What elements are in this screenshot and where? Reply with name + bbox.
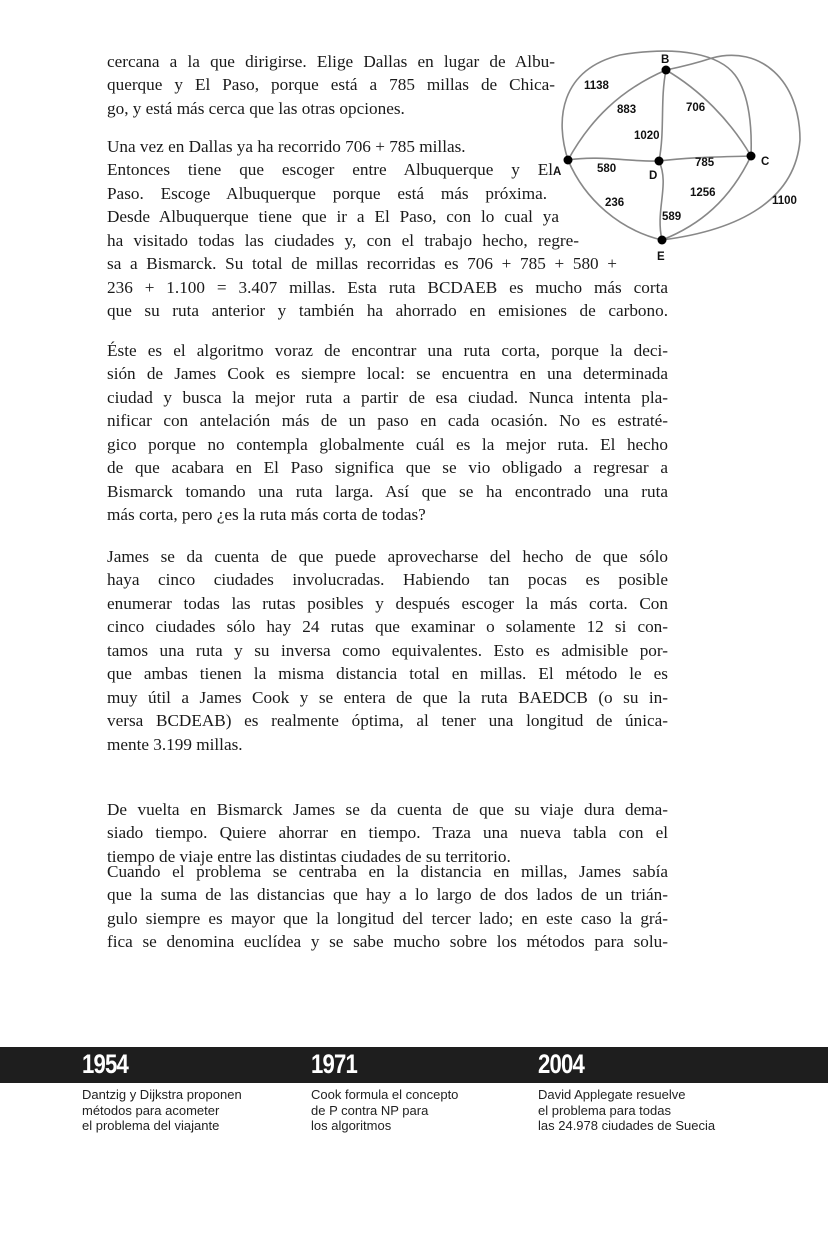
timeline-year: 1954 <box>82 1049 128 1079</box>
timeline-description <box>82 1087 242 1134</box>
text-line: Cook formula el concepto <box>311 1087 459 1102</box>
edge-label-AC: 1138 <box>584 80 609 92</box>
edge-BC <box>666 70 751 156</box>
text-line: 236 + 1.100 = 3.407 millas. Esta ruta BCDAEB es mucho más corta <box>107 277 668 297</box>
timeline-year: 1971 <box>311 1049 357 1079</box>
text-line: querque y El Paso, porque está a 785 millas de Chica- <box>107 75 555 95</box>
city-graph-diagram <box>540 40 828 270</box>
paragraph-6 <box>107 860 668 954</box>
text-line: fica se denomina euclídea y se sabe mucho sobre los métodos para solu- <box>107 932 668 952</box>
text-line: que ambas tienen la misma distancia total en millas. El método le es <box>107 664 668 684</box>
node-label-D: D <box>649 170 658 182</box>
edge-AC <box>562 51 751 160</box>
edge-label-BE: 1100 <box>772 195 797 207</box>
edge-BE <box>662 55 800 240</box>
text-line: de que acabara en El Paso significa que se vio obligado a regresar a <box>107 458 668 478</box>
paragraph-5 <box>107 798 668 868</box>
text-line: siado tiempo. Quiere ahorrar en tiempo. Traza una nueva tabla con el <box>107 823 668 843</box>
text-line: David Applegate resuelve <box>538 1087 686 1102</box>
paragraph-4 <box>107 545 668 756</box>
text-line: más corta, pero ¿es la ruta más corta de todas? <box>107 505 426 525</box>
edge-label-BD: 1020 <box>634 130 660 142</box>
edge-label-CE: 1256 <box>690 187 716 199</box>
text-line: Dantzig y Dijkstra proponen <box>82 1087 242 1102</box>
node-E <box>658 236 667 245</box>
edge-label-AD: 580 <box>597 163 617 175</box>
edge-AD <box>568 158 659 161</box>
node-D <box>655 157 664 166</box>
text-line: métodos para acometer <box>82 1102 220 1118</box>
timeline-description <box>311 1087 458 1134</box>
text-line: Cuando el problema se centraba en la distancia en millas, James sabía <box>107 862 668 881</box>
text-line: el problema para todas <box>538 1102 671 1118</box>
text-line: Éste es el algoritmo voraz de encontrar una ruta corta, porque la deci- <box>107 341 668 360</box>
text-line: tamos una ruta y su inversa como equivalentes. Esto es admisible por- <box>107 640 668 660</box>
text-line: sa a Bismarck. Su total de millas recorridas es 706 + 785 + 580 + <box>107 254 617 274</box>
text-line: que la suma de las distancias que hay a lo largo de dos lados de un trián- <box>107 885 668 905</box>
text-line: nificar con antelación más de un paso en cada ocasión. No es estraté- <box>107 411 668 431</box>
text-line: enumerar todas las rutas posibles y después escoger la más corta. Con <box>107 593 668 613</box>
node-label-A: A <box>553 166 562 178</box>
text-line: Desde Albuquerque tiene que ir a El Paso, con lo cual ya <box>107 207 559 227</box>
node-C <box>747 152 756 161</box>
timeline-year: 2004 <box>538 1049 584 1079</box>
text-line: ha visitado todas las ciudades y, con el trabajo hecho, regre- <box>107 230 579 250</box>
text-line: mente 3.199 millas. <box>107 734 243 754</box>
text-line: Bismarck tomando una ruta larga. Así que se ha encontrado una ruta <box>107 481 668 501</box>
text-line: muy útil a James Cook y se entera de que la ruta BAEDCB (o su in- <box>107 687 668 707</box>
text-line: De vuelta en Bismarck James se da cuenta de que su viaje dura dema- <box>107 800 668 819</box>
edge-label-AE: 236 <box>605 197 625 209</box>
node-A <box>564 156 573 165</box>
timeline-description <box>538 1087 715 1134</box>
text-line: sión de James Cook es siempre local: se encuentra en una determinada <box>107 364 668 384</box>
text-line: ciudad y busca la mejor ruta a partir de esa ciudad. Nunca intenta pla- <box>107 387 668 407</box>
text-line: gico porque no contempla globalmente cuál es la mejor ruta. El hecho <box>107 434 668 454</box>
edge-BD <box>659 70 666 161</box>
text-line: el problema del viajante <box>82 1118 220 1133</box>
edge-label-BC: 706 <box>686 102 706 114</box>
text-line: tiempo de viaje entre las distintas ciudades de su territorio. <box>107 846 511 866</box>
text-line: cercana a la que dirigirse. Elige Dallas en lugar de Albu- <box>107 52 555 71</box>
text-line: go, y está más cerca que las otras opciones. <box>107 98 405 118</box>
node-label-B: B <box>661 54 670 66</box>
text-line: cinco ciudades sólo hay 24 rutas que examinar o solamente 12 si con- <box>107 617 668 637</box>
text-line: gulo siempre es mayor que la longitud del tercer lado; en este caso la grá- <box>107 908 668 928</box>
text-line: que su ruta anterior y también ha ahorrado en emisiones de carbono. <box>107 301 668 321</box>
text-line: las 24.978 ciudades de Suecia <box>538 1118 716 1133</box>
text-line: Entonces tiene que escoger entre Albuquerque y El <box>107 160 553 180</box>
node-label-C: C <box>761 156 770 168</box>
text-line: Paso. Escoge Albuquerque porque está más próxima. <box>107 183 547 203</box>
edge-label-AB: 883 <box>617 104 637 116</box>
text-line: James se da cuenta de que puede aprovecharse del hecho de que sólo <box>107 547 668 566</box>
node-B <box>662 66 671 75</box>
edge-label-DC: 785 <box>695 157 715 169</box>
text-line: Una vez en Dallas ya ha recorrido 706 + 785 millas. <box>107 137 466 156</box>
node-label-E: E <box>657 251 665 263</box>
text-line: de P contra NP para <box>311 1102 429 1118</box>
text-line: haya cinco ciudades involucradas. Habiendo tan pocas es posible <box>107 570 668 590</box>
paragraph-1 <box>107 50 555 120</box>
edge-DE <box>659 161 663 240</box>
text-line: los algoritmos <box>311 1118 392 1133</box>
text-line: versa BCDEAB) es realmente óptima, al tener una longitud de única- <box>107 711 668 731</box>
edge-label-DE: 589 <box>662 211 682 223</box>
paragraph-3 <box>107 339 668 527</box>
